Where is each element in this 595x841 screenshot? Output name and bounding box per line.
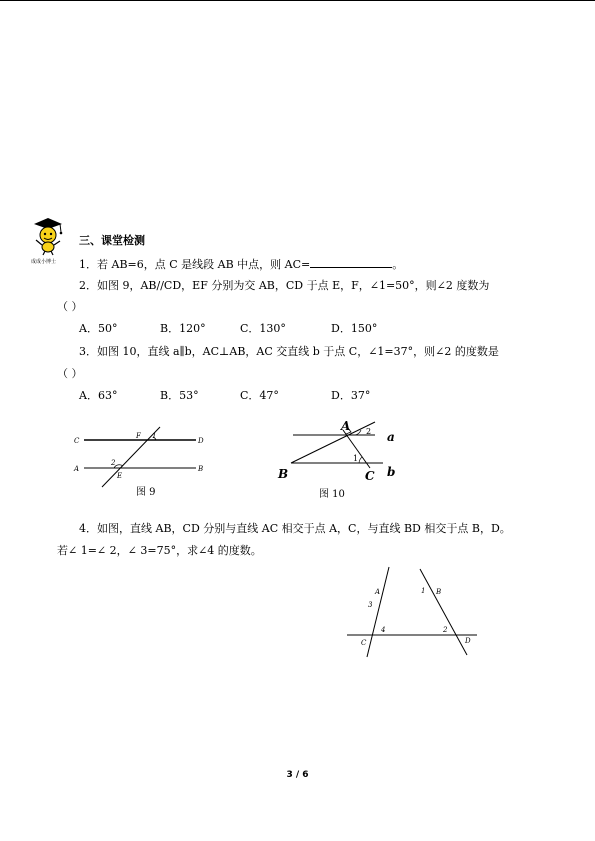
label-3: 3 bbox=[368, 601, 373, 609]
q3-option-a: A．63° bbox=[79, 389, 118, 402]
label-d: D bbox=[465, 637, 471, 645]
answer-blank bbox=[310, 256, 392, 268]
question-3-line1: 3．如图 10，直线 a∥b，AC⊥AB，AC 交直线 b 于点 C，∠1=37°，则∠2 的度数是 bbox=[79, 345, 499, 358]
q3-option-c: C．47° bbox=[240, 389, 279, 402]
top-rule bbox=[0, 0, 595, 1]
page-number: 3 / 6 bbox=[286, 770, 309, 780]
label-2: 2 bbox=[111, 459, 116, 467]
figure-9-caption: 图 9 bbox=[136, 487, 156, 498]
label-d: D bbox=[198, 437, 204, 445]
label-c: C bbox=[361, 639, 367, 647]
logo-caption: 成成小博士 bbox=[31, 259, 57, 265]
q3-option-b: B．53° bbox=[160, 389, 199, 402]
q3-option-d: D．37° bbox=[331, 389, 371, 402]
label-A: A bbox=[341, 419, 351, 433]
label-C: C bbox=[365, 469, 375, 483]
question-3-line2: （ ） bbox=[57, 367, 83, 380]
q2-option-c: C．130° bbox=[240, 322, 286, 335]
question-2-line2: （ ） bbox=[57, 300, 83, 313]
figure-9 bbox=[70, 425, 210, 490]
label-c: C bbox=[74, 437, 80, 445]
label-1: 1 bbox=[421, 587, 426, 595]
label-a: A bbox=[74, 465, 80, 473]
question-2-line1: 2．如图 9，AB//CD，EF 分别为交 AB，CD 于点 E，F，∠1=50°，则∠2 度数为 bbox=[79, 279, 490, 292]
label-b: b bbox=[387, 465, 396, 479]
angle-1-arc bbox=[359, 457, 362, 463]
label-b: B bbox=[436, 588, 442, 596]
label-B: B bbox=[278, 467, 289, 481]
figure-q4 bbox=[345, 565, 485, 660]
q2-option-a: A．50° bbox=[79, 322, 118, 335]
label-a: a bbox=[387, 430, 395, 444]
figure-10-caption: 图 10 bbox=[319, 489, 345, 500]
line-bd bbox=[420, 569, 467, 655]
label-1: 1 bbox=[353, 454, 359, 463]
section-title: 三、课堂检测 bbox=[79, 234, 145, 247]
question-1-text: 1．若 AB=6，点 C 是线段 AB 中点，则 AC= bbox=[79, 258, 311, 271]
question-4-line1: 4．如图，直线 AB，CD 分别与直线 AC 相交于点 A，C，与直线 BD 相交于点 B，D。 bbox=[79, 522, 511, 535]
q2-option-b: B．120° bbox=[160, 322, 206, 335]
label-b: B bbox=[198, 465, 204, 473]
label-1: 1 bbox=[152, 432, 157, 440]
q2-option-d: D．150° bbox=[331, 322, 378, 335]
label-2: 2 bbox=[443, 626, 448, 634]
label-4: 4 bbox=[381, 626, 386, 634]
doctor-logo-icon bbox=[28, 216, 68, 260]
line-ab bbox=[367, 567, 389, 657]
label-e: E bbox=[117, 472, 123, 480]
label-2: 2 bbox=[366, 427, 372, 436]
question-4-line2: 若∠ 1=∠ 2，∠ 3=75°，求∠4 的度数。 bbox=[57, 544, 262, 557]
question-1-end: 。 bbox=[392, 258, 404, 271]
label-f: F bbox=[136, 432, 141, 440]
question-1 bbox=[79, 256, 403, 272]
figure-10 bbox=[275, 418, 405, 488]
label-a: A bbox=[375, 588, 381, 596]
